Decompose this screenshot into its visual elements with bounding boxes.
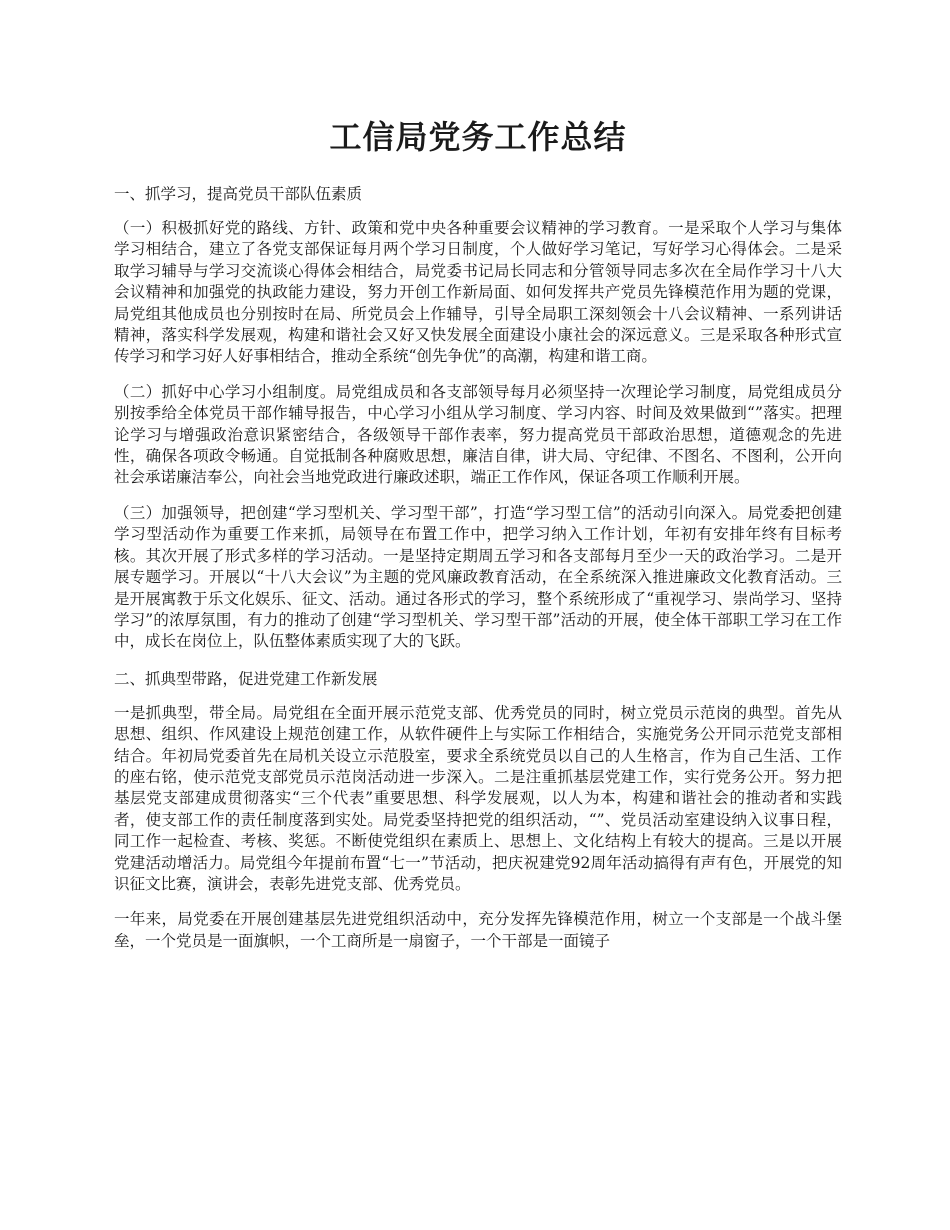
paragraph: 一年来，局党委在开展创建基层先进党组织活动中，充分发挥先锋模范作用，树立一个支部是一个战斗堡垒，一个党员是一面旗帜，一个工商所是一扇窗子，一个干部是一面镜子 — [114, 910, 842, 950]
section-heading-1: 一、抓学习，提高党员干部队伍素质 — [114, 185, 363, 203]
paragraph: （三）加强领导，把创建“学习型机关、学习型干部”，打造“学习型工信”的活动引向深入。局党委把创建学习型活动作为重要工作来抓，局领导在布置工作中，把学习纳入工作计划，年初有安排年终有目标考核。其次开展了形式多样的学习活动。一是坚持定期周五学习和各支部每月至少一天的政治学习。二是开展专题学习。开展以“十八大会议”为主题的党风廉政教育活动，在全系统深入推进廉政文化教育活动。三是开展寓教于乐文化娱乐、征文、活动。通过各形式的学习，整个系统形成了“重视学习、崇尚学习、坚持学习”的浓厚氛围，有力的推动了创建“学习型机关、学习型干部”活动的开展，使全体干部职工学习在工作中，成长在岗位上，队伍整体素质实现了大的飞跃。 — [114, 503, 842, 651]
paragraph: 一是抓典型，带全局。局党组在全面开展示范党支部、优秀党员的同时，树立党员示范岗的典型。首先从思想、组织、作风建设上规范创建工作，从软件硬件上与实际工作相结合，实施党务公开同示范党支部相结合。年初局党委首先在局机关设立示范股室，要求全系统党员以自己的人生格言，作为自己生活、工作的座右铭，使示范党支部党员示范岗活动进一步深入。二是注重抓基层党建工作，实行党务公开。努力把基层党支部建成贯彻落实“三个代表”重要思想、科学发展观，以人为本，构建和谐社会的推动者和实践者，使支部工作的责任制度落到实处。局党委坚持把党的组织活动，“”、党员活动室建设纳入议事日程，同工作一起检查、考核、奖惩。不断使党组织在素质上、思想上、文化结构上有较大的提高。三是以开展党建活动增活力。局党组今年提前布置“七一”节活动，把庆祝建党92周年活动搞得有声有色，开展党的知识征文比赛，演讲会，表彰先进党支部、优秀党员。 — [114, 703, 842, 893]
section-heading-2: 二、抓典型带路，促进党建工作新发展 — [114, 669, 378, 688]
paragraph: （一）积极抓好党的路线、方针、政策和党中央各种重要会议精神的学习教育。一是采取个人学习与集体学习相结合，建立了各党支部保证每月两个学习日制度，个人做好学习笔记，写好学习心得体会。二是采取学习辅导与学习交流谈心得体会相结合，局党委书记局长同志和分管领导同志多次在全局作学习十八大会议精神和加强党的执政能力建设，努力开创工作新局面、如何发挥共产党员先锋模范作用为题的党课，局党组其他成员也分别按时在局、所党员会上作辅导，引导全局职工深刻领会十八会议精神、一系列讲话精神，落实科学发展观，构建和谐社会又好又快发展全面建设小康社会的深远意义。三是采取各种形式宣传学习和学习好人好事相结合，推动全系统“创先争优”的高潮，构建和谐工商。 — [114, 219, 842, 366]
document-body — [114, 112, 842, 966]
page-title: 工信局党务工作总结 — [329, 118, 627, 156]
paragraph: （二）抓好中心学习小组制度。局党组成员和各支部领导每月必须坚持一次理论学习制度，局党组成员分别按季给全体党员干部作辅导报告，中心学习小组从学习制度、学习内容、时间及效果做到“”落实。把理论学习与增强政治意识紧密结合，各级领导干部作表率，努力提高党员干部政治思想，道德观念的先进性，确保各项政令畅通。自觉抵制各种腐败思想，廉洁自律，讲大局、守纪律、不图名、不图利，公开向社会承诺廉洁奉公，向社会当地党政进行廉政述职，端正工作作风，保证各项工作顺利开展。 — [114, 382, 842, 487]
